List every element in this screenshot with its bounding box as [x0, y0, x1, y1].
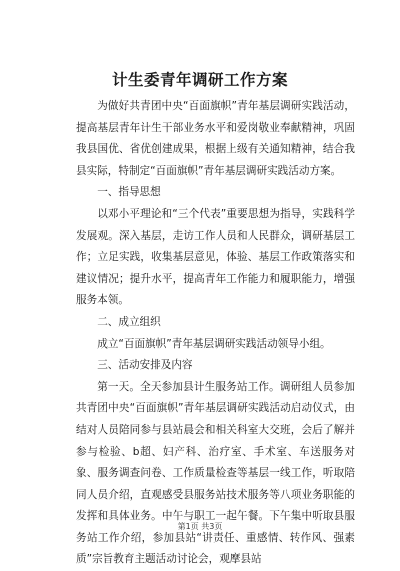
guiding-ideology-paragraph: 以邓小平理论和“三个代表”重要思想为指导，实践科学发展观。深入基层，走访工作人员和人民群众，调研基层工作；立足实践，收集基层意见，体验、基层工作政策落实和建议情况；提升水平，提高青年工作能力和履职能力，增强服务本领。 [76, 207, 355, 307]
organization-paragraph: 成立“百面旗帜”青年基层调研实践活动领导小组。 [97, 337, 331, 350]
section-heading-guiding-ideology: 一、指导思想 [97, 186, 161, 199]
intro-paragraph: 为做好共青团中央“百面旗帜”青年基层调研实践活动，提高基层青年计生干部业务水平和爱岗敬业奉献精神，巩固我县国优、省优创建成果，根据上级有关通知精神，结合我县实际，特制定“百面旗帜”青年基层调研实践活动方案。 [76, 100, 355, 177]
page-footer: 第1页 共3页 [177, 522, 223, 531]
document-title: 计生委青年调研工作方案 [111, 71, 288, 89]
section-heading-organization: 二、成立组织 [97, 315, 161, 328]
document-body [76, 96, 355, 571]
day-one-paragraph: 第一天。全天参加县计生服务站工作。调研组人员参加共青团中央“百面旗帜”青年基层调研实践活动启动仪式，由结对人员陪同参与县站晨会和相关科室大交班，会后了解并参与检验、b超、妇产科、治疗室、手术室、车送服务对象、服务调查问卷、工作质量检查等基层一线工作，听取陪同人员介绍，直观感受县服务站技术服务等八项业务职能的发挥和具体业务。中午与职工一起午餐。下午集中听取县服务站工作介绍，参加县站“讲责任、重感情、转作风、强素质”宗旨教育主题活动讨论会，观摩县站 [76, 380, 355, 566]
section-heading-arrangements: 三、活动安排及内容 [97, 359, 193, 372]
